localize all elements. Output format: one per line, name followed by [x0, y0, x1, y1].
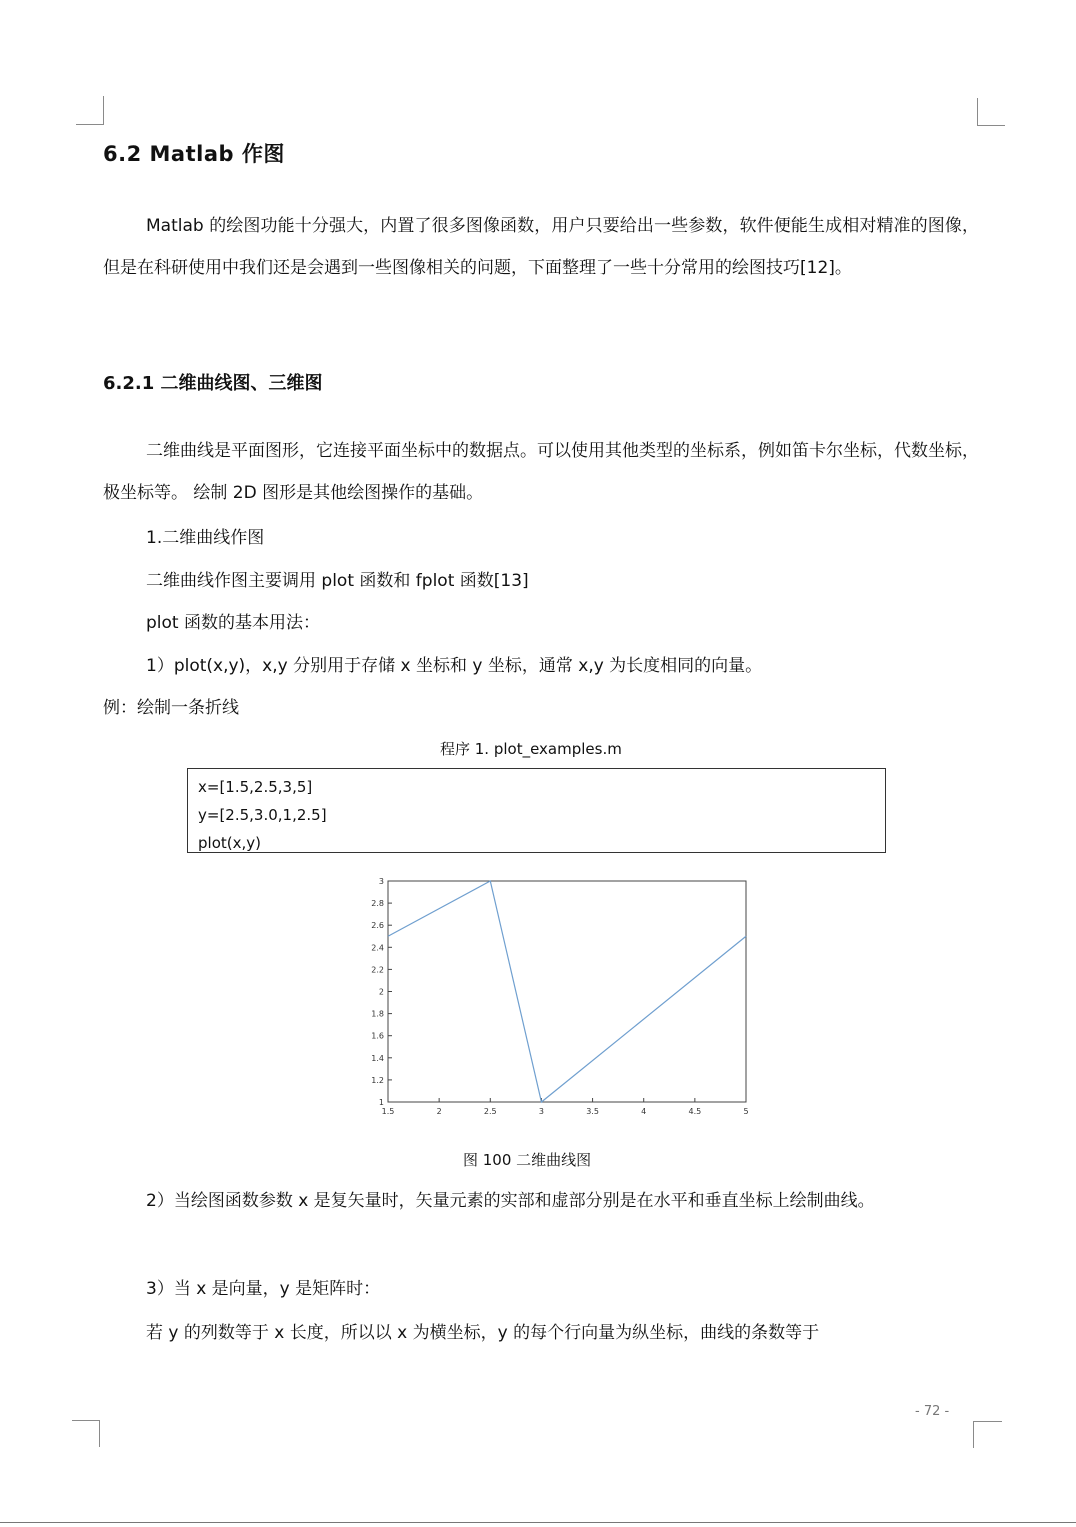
- usage-item-1: 1）plot(x,y)，x,y 分别用于存储 x 坐标和 y 坐标，通常 x,y 为长度相同的向量。: [146, 656, 763, 676]
- example-label: 例：绘制一条折线: [103, 698, 239, 718]
- y-tick-label: 1.2: [371, 1075, 384, 1085]
- bottom-rule: [0, 1522, 1076, 1523]
- y-tick-label: 2.6: [371, 921, 384, 931]
- y-tick-label: 2: [378, 987, 384, 997]
- y-tick-label: 1.4: [371, 1053, 384, 1063]
- crop-mark-bottom-right: [973, 1421, 1002, 1448]
- crop-mark-top-left: [76, 96, 104, 125]
- x-tick-label: 4.5: [688, 1107, 702, 1116]
- line-chart: [360, 872, 780, 1122]
- figure-caption: 图 100 二维曲线图: [463, 1151, 592, 1169]
- matrix-rule-line: 若 y 的列数等于 x 长度，所以以 x 为横坐标，y 的每个行向量为纵坐标，曲线的条数等于: [146, 1323, 820, 1343]
- code-line: x=[1.5,2.5,3,5]: [198, 778, 313, 796]
- x-tick-label: 1.5: [381, 1107, 395, 1116]
- crop-mark-bottom-left: [72, 1420, 100, 1447]
- x-tick-label: 2: [436, 1107, 442, 1116]
- series-line: [388, 881, 746, 1102]
- section-title: 6.2 Matlab 作图: [103, 142, 285, 166]
- usage-item-3: 3）当 x 是向量，y 是矩阵时：: [146, 1279, 381, 1299]
- x-tick-label: 5: [743, 1107, 749, 1116]
- x-tick-label: 4: [641, 1107, 647, 1116]
- paragraph-2d-curves: 二维曲线是平面图形，它连接平面坐标中的数据点。可以使用其他类型的坐标系，例如笛卡尔坐标，代数坐标，极坐标等。 绘制 2D 图形是其他绘图操作的基础。: [103, 441, 979, 503]
- page-number: - 72 -: [915, 1404, 950, 1419]
- y-tick-label: 2.2: [371, 965, 384, 975]
- code-line: plot(x,y): [198, 834, 261, 852]
- intro-paragraph: Matlab 的绘图功能十分强大，内置了很多图像函数，用户只要给出一些参数，软件便能生成相对精准的图像，但是在科研使用中我们还是会遇到一些图像相关的问题，下面整理了一些十分常用的绘图技巧[12]。: [103, 216, 979, 278]
- y-tick-label: 2.8: [371, 899, 384, 909]
- x-tick-label: 2.5: [483, 1107, 497, 1116]
- x-tick-label: 3.5: [586, 1107, 599, 1116]
- code-block: [187, 768, 886, 853]
- code-line: y=[2.5,3.0,1,2.5]: [198, 806, 327, 824]
- plot-usage-line: plot 函数的基本用法：: [146, 613, 320, 633]
- y-tick-label: 1: [378, 1098, 384, 1107]
- plot-functions-line: 二维曲线作图主要调用 plot 函数和 fplot 函数[13]: [146, 571, 529, 591]
- plot-frame: [388, 881, 746, 1102]
- y-tick-label: 2.4: [371, 943, 384, 953]
- y-tick-label: 3: [378, 877, 384, 886]
- crop-mark-top-right: [977, 98, 1005, 126]
- paragraph-complex-vector: 2）当绘图函数参数 x 是复矢量时，矢量元素的实部和虚部分别是在水平和垂直坐标上绘制曲线。: [146, 1191, 875, 1211]
- subsection-title: 6.2.1 二维曲线图、三维图: [103, 373, 323, 394]
- x-tick-label: 3: [538, 1107, 544, 1116]
- y-tick-label: 1.6: [371, 1031, 384, 1041]
- program-caption: 程序 1. plot_examples.m: [440, 740, 622, 758]
- item-2d-plotting: 1.二维曲线作图: [146, 528, 265, 548]
- y-tick-label: 1.8: [371, 1009, 384, 1019]
